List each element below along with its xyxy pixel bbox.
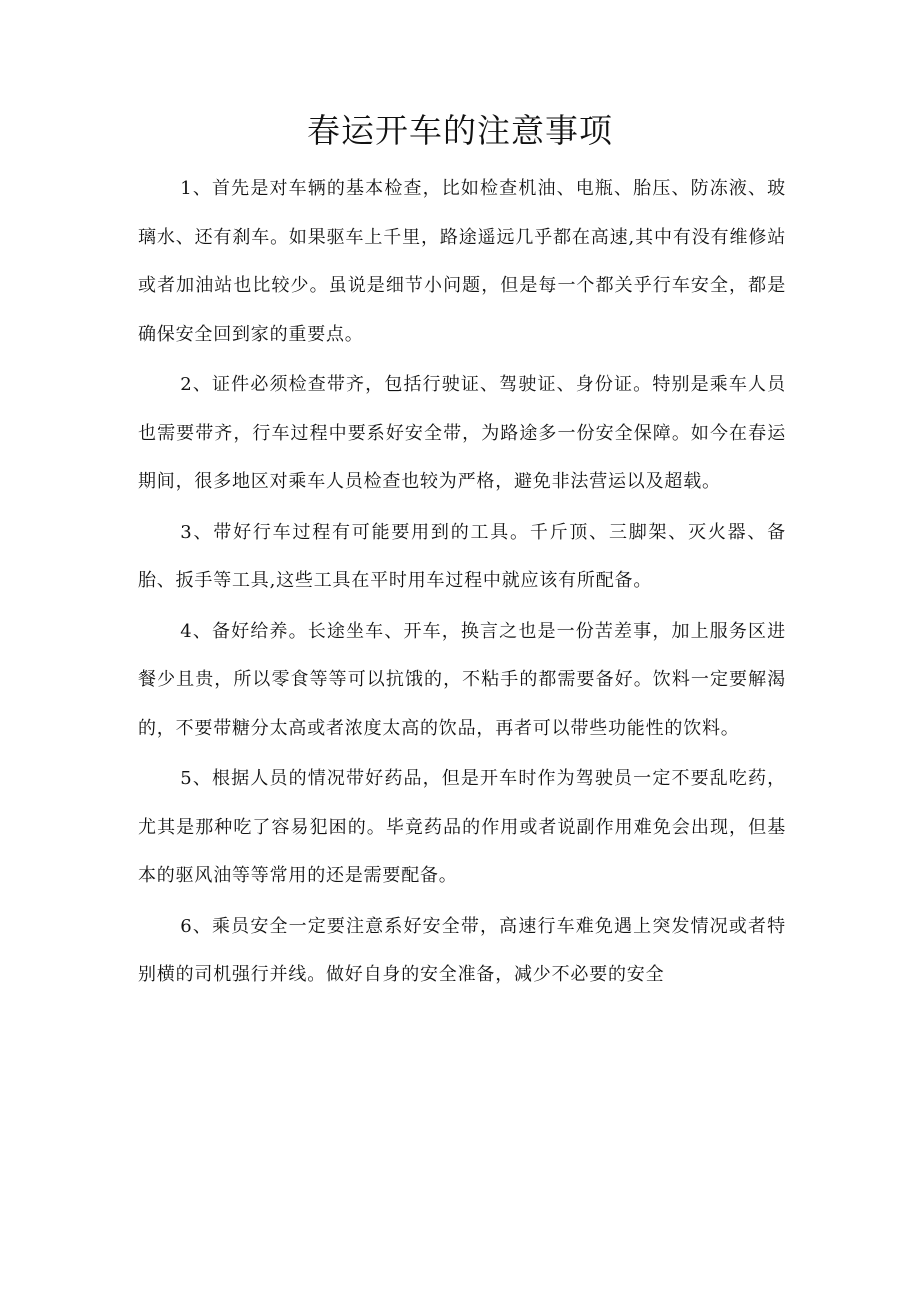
document-body [138,165,786,1002]
paragraph-4: 4、备好给养。长途坐车、开车，换言之也是一份苦差事，加上服务区进餐少且贵，所以零食等等可以抗饿的，不粘手的都需要备好。饮料一定要解渴的，不要带糖分太高或者浓度太高的饮品，再者可以带些功能性的饮料。 [138,620,786,739]
paragraph-3: 3、带好行车过程有可能要用到的工具。千斤顶、三脚架、灭火器、备胎、扳手等工具,这些工具在平时用车过程中就应该有所配备。 [138,521,786,591]
paragraph-5: 5、根据人员的情况带好药品，但是开车时作为驾驶员一定不要乱吃药，尤其是那种吃了容易犯困的。毕竟药品的作用或者说副作用难免会出现，但基本的驱风油等等常用的还是需要配备。 [138,768,786,886]
paragraph-6: 6、乘员安全一定要注意系好安全带，高速行车难免遇上突发情况或者特别横的司机强行并线。做好自身的安全准备，减少不必要的安全 [138,915,786,985]
document-title: 春运开车的注意事项 [307,111,613,150]
paragraph-2: 2、证件必须检查带齐，包括行驶证、驾驶证、身份证。特别是乘车人员也需要带齐，行车过程中要系好安全带，为路途多一份安全保障。如今在春运期间，很多地区对乘车人员检查也较为严格，避免非法营运以及超载。 [138,374,786,492]
paragraph-1: 1、首先是对车辆的基本检查，比如检查机油、电瓶、胎压、防冻液、玻璃水、还有刹车。如果驱车上千里，路途遥远几乎都在高速,其中有没有维修站或者加油站也比较少。虽说是细节小问题，但是每一个都关乎行车安全，都是确保安全回到家的重要点。 [138,178,786,345]
